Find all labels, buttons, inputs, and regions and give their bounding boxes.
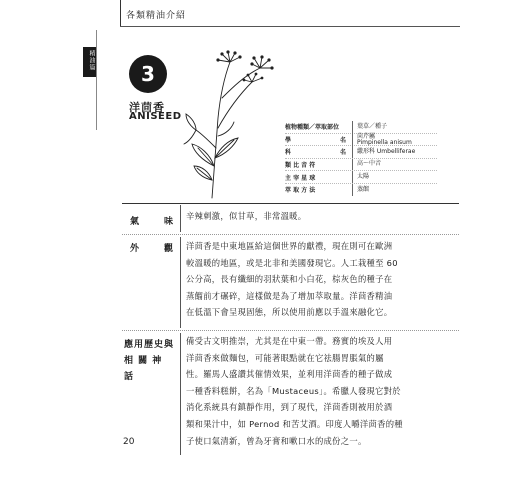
row-value-line: 茴芹屬 [357, 132, 376, 140]
properties-row-planet [285, 171, 437, 184]
column-rule [180, 237, 181, 328]
properties-row-botanical-name [285, 134, 437, 147]
appearance-label: 外 觀 [130, 244, 174, 254]
properties-row-note [285, 159, 437, 172]
column-rule [180, 333, 181, 455]
page-number: 20 [123, 437, 135, 447]
row-label-part: 類 比 音 符 [285, 162, 316, 170]
section-rule-appearance [122, 234, 459, 235]
header-divider [120, 0, 121, 26]
row-value-line: 太陽 [357, 173, 370, 181]
header-rule [120, 26, 460, 27]
row-value-line: Pimpinella anisum [357, 138, 412, 146]
running-header: 各類精油介紹 [126, 11, 187, 21]
history-text: 備受古文明推崇，尤其是在中東一帶。務實的埃及人用 洋茴香來做麵包，可能著眼點就在它祛腸胃脹氣的屬 性。羅馬人盛讚其催情效果，並利用洋茴香的種子做成 一種香料糕餅，名為「Mustaceus」。希臘人發現它對於 消化系統具有鎮靜作用，到了現代，洋茴香則被用於酒 類和果汁中，如 Pernod 和苦艾酒。印度人嚼洋茴香的種 子使口氣清新，曾為牙膏和嗽口水的成份之一。 [186, 336, 403, 446]
column-rule [180, 205, 181, 232]
section-rule-history [122, 330, 459, 331]
properties-row-extraction [285, 184, 437, 196]
side-tab-label: 精油篇 [88, 50, 95, 71]
properties-header-row [285, 121, 437, 134]
row-label-part: 名 [339, 136, 346, 144]
row-value-line: 蒸餾 [357, 185, 370, 193]
row-label-part: 名 [339, 149, 346, 157]
smell-label: 氣 味 [130, 217, 174, 227]
row-label-part: 主 宰 星 球 [285, 174, 316, 182]
history-label: 應用歷史與 相 關 神 話 [124, 340, 175, 382]
properties-row-family [285, 146, 437, 159]
oil-number-badge: 3 [129, 55, 167, 93]
side-rule [96, 30, 97, 130]
section-rule-top [122, 203, 459, 204]
appearance-text: 洋茴香是中東地區給這個世界的獻禮，現在則可在歐洲 較溫暖的地區，或是北非和美國發現它。人工栽種至 60 公分高，長有纖細的羽狀葉和小白花，棕灰色的種子在 蒸餾前才碾碎，這樣做是為了增加萃取量。洋茴香精油 在低溫下會呈現固態，所以使用前應以手溫來融化它。 [186, 241, 398, 318]
aniseed-plant-illustration [182, 48, 282, 200]
properties-header-value: 葉草／種子 [352, 121, 437, 133]
oil-name-chinese: 洋茴香 [129, 101, 165, 114]
row-value-line: 高～中音 [357, 160, 382, 168]
row-label-part: 學 [285, 136, 292, 144]
properties-header-label: 植物種類／萃取部位 [285, 124, 340, 132]
properties-table [285, 121, 437, 196]
row-label-part: 科 [285, 149, 292, 157]
row-value-line: 繖形科 Umbelliferae [357, 147, 416, 155]
row-label-part: 萃 取 方 法 [285, 187, 316, 195]
oil-name-english: ANISEED [129, 111, 182, 122]
smell-text: 辛辣刺激，似甘草，非常溫暖。 [186, 211, 307, 221]
